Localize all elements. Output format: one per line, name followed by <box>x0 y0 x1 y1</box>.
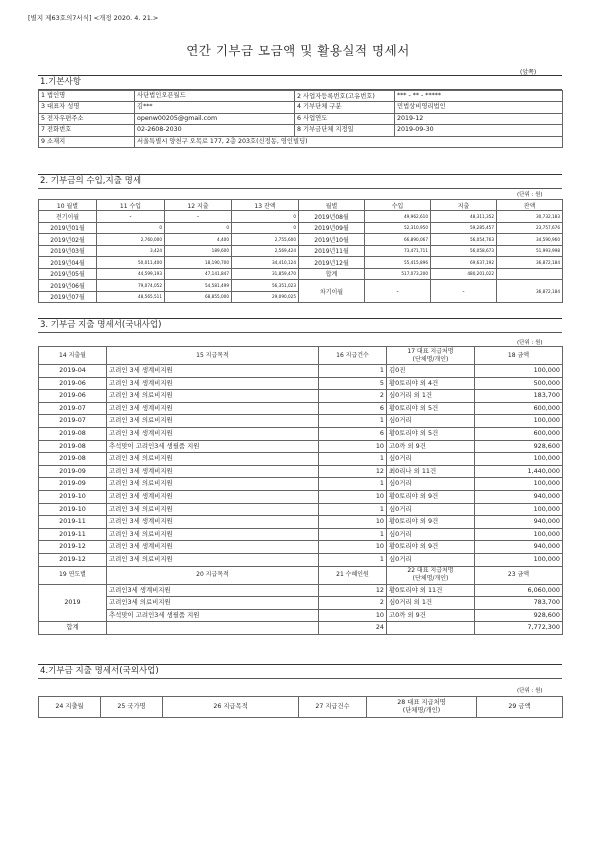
expense-amount: 100,000 <box>475 528 563 541</box>
column-header: 12 지출 <box>165 200 232 211</box>
expense-recipient: 황0토리야 외 9건 <box>387 490 475 503</box>
month-cell: 2019년08월 <box>299 211 365 223</box>
carry-income: - <box>365 280 431 303</box>
summary-row <box>39 597 563 610</box>
summary-year: 2019 <box>39 584 107 622</box>
expense-cell: 189,600 <box>165 245 232 257</box>
expense-purpose: 고려인 3세 생계비지원 <box>107 365 319 378</box>
summary-recipient: 황0토리야 외 11건 <box>387 584 475 597</box>
form-number: [별지 제63호의7서식] <개정 2020. 4. 21.> <box>28 14 159 22</box>
basic-info-row <box>39 102 563 113</box>
column-header: 14 지출월 <box>39 347 107 365</box>
basic-info-row <box>39 91 563 102</box>
expense-amount: 100,000 <box>475 553 563 566</box>
field-label: 3 대표자 성명 <box>39 102 135 113</box>
expense-recipient: 심0거리 <box>387 453 475 466</box>
expense-purpose: 고려인 3세 의료비지원 <box>107 503 319 516</box>
expense-month: 2019-08 <box>39 427 107 440</box>
total-count: 24 <box>319 622 387 635</box>
basic-info-row <box>39 113 563 124</box>
column-header: 15 지급목적 <box>107 347 319 365</box>
field-value: 2019-09-30 <box>395 125 563 136</box>
expense-recipient: 황0토리야 외 5건 <box>387 427 475 440</box>
expense-recipient: 김0진 <box>387 365 475 378</box>
column-header: 27 지급건수 <box>299 697 367 718</box>
expense-recipient: 심0거리 <box>387 528 475 541</box>
month-cell: 2019년07월 <box>39 291 97 303</box>
expense-month: 2019-12 <box>39 541 107 554</box>
domestic-expense-row <box>39 402 563 415</box>
expense-recipient: 황0토리야 외 9건 <box>387 516 475 529</box>
expense-purpose: 고려인 3세 의료비지원 <box>107 478 319 491</box>
overseas-expense-header <box>39 697 563 718</box>
income-cell: 48,565,511 <box>97 291 165 303</box>
expense-month: 2019-04 <box>39 365 107 378</box>
section4-heading: 4.기부금 지출 명세서(국외사업) <box>38 664 562 679</box>
balance-cell: 2,755,600 <box>232 234 299 246</box>
summary-purpose: 고려인3세 생계비지원 <box>107 584 319 597</box>
month-cell: 2019년09월 <box>299 222 365 234</box>
income-cell: 73,471,711 <box>365 245 431 257</box>
expense-month: 2019-06 <box>39 377 107 390</box>
summary-row <box>39 584 563 597</box>
income-expense-row <box>39 234 563 246</box>
balance-cell: 56,351,023 <box>232 280 299 292</box>
carry-label: 차기이월 <box>299 280 365 303</box>
field-value: 민법상비영리법인 <box>395 102 563 113</box>
expense-purpose: 고려인 3세 의료비지원 <box>107 390 319 403</box>
carry-balance: 36,872,184 <box>497 280 563 303</box>
section3-heading: 3. 기부금 지출 명세서(국내사업) <box>38 318 562 333</box>
expense-recipient: 심0거리 <box>387 478 475 491</box>
income-cell: 55,415,896 <box>365 257 431 269</box>
month-cell: 2019년05월 <box>39 268 97 280</box>
column-header: 16 지급건수 <box>319 347 387 365</box>
balance-cell: 36,872,184 <box>497 257 563 269</box>
summary-total-row <box>39 622 563 635</box>
balance-cell: 31,859,470 <box>232 268 299 280</box>
expense-recipient: 심0거리 <box>387 503 475 516</box>
section1-heading: 1.기본사항 <box>38 75 562 90</box>
expense-month: 2019-06 <box>39 390 107 403</box>
expense-count: 1 <box>319 365 387 378</box>
income-expense-header <box>39 200 563 211</box>
section2-unit: (단위 : 원) <box>517 192 543 198</box>
column-header: 25 국가명 <box>101 697 163 718</box>
expense-recipient: 심0거리 <box>387 415 475 428</box>
expense-recipient: 심0거리 <box>387 553 475 566</box>
summary-recipient: 심0거리 외 1건 <box>387 597 475 610</box>
section-overseas-expense <box>38 664 562 679</box>
expense-purpose: 고려인 3세 생계비지원 <box>107 377 319 390</box>
expense-cell: 59,285,457 <box>431 222 497 234</box>
expense-purpose: 추석맞이 고려인3세 생필품 지원 <box>107 440 319 453</box>
field-label: 7 전화번호 <box>39 125 135 136</box>
summary-purpose: 고려인3세 의료비지원 <box>107 597 319 610</box>
expense-month: 2019-07 <box>39 415 107 428</box>
expense-count: 1 <box>319 503 387 516</box>
column-header: 29 금액 <box>477 697 563 718</box>
expense-purpose: 고려인 3세 생계비지원 <box>107 465 319 478</box>
section3-unit: (단위 : 원) <box>517 340 543 346</box>
month-cell: 2019년10월 <box>299 234 365 246</box>
summary-amount: 928,600 <box>475 609 563 622</box>
balance-cell: 29,090,025 <box>232 291 299 303</box>
expense-cell: 18,190,700 <box>165 257 232 269</box>
month-cell: 2019년11월 <box>299 245 365 257</box>
expense-amount: 100,000 <box>475 415 563 428</box>
total-label: 합계 <box>39 622 107 635</box>
income-cell: 0 <box>97 222 165 234</box>
expense-count: 10 <box>319 490 387 503</box>
column-header: 22 대표 지급처명 (단체명/개인) <box>387 566 475 584</box>
month-cell: 2019년01월 <box>39 222 97 234</box>
expense-amount: 928,600 <box>475 440 563 453</box>
basic-info-table <box>38 90 563 148</box>
income-cell: 50,011,400 <box>97 257 165 269</box>
summary-recipient: 고0까 외 9건 <box>387 609 475 622</box>
blank-cell <box>107 622 319 635</box>
expense-count: 1 <box>319 553 387 566</box>
column-header: 17 대표 지급처명 (단체명/개인) <box>387 347 475 365</box>
balance-cell: 34,590,960 <box>497 234 563 246</box>
field-label: 6 사업연도 <box>295 113 395 124</box>
column-header: 20 지급목적 <box>107 566 319 584</box>
income-expense-table <box>38 199 563 303</box>
column-header: 잔액 <box>497 200 563 211</box>
income-expense-row <box>39 257 563 269</box>
expense-month: 2019-11 <box>39 516 107 529</box>
expense-month: 2019-10 <box>39 503 107 516</box>
overseas-expense-table <box>38 696 563 718</box>
domestic-expense-row <box>39 528 563 541</box>
expense-month: 2019-07 <box>39 402 107 415</box>
expense-month: 2019-08 <box>39 440 107 453</box>
expense-month: 2019-08 <box>39 453 107 466</box>
income-cell: 52,310,950 <box>365 222 431 234</box>
income-expense-row <box>39 211 563 223</box>
balance-cell: 0 <box>232 222 299 234</box>
domestic-expense-row <box>39 440 563 453</box>
expense-purpose: 고려인 3세 생계비지원 <box>107 490 319 503</box>
month-cell: 전기이월 <box>39 211 97 223</box>
summary-count: 12 <box>319 584 387 597</box>
document-title: 연간 기부금 모금액 및 활용실적 명세서 <box>186 43 410 58</box>
income-cell: 79,074,052 <box>97 280 165 292</box>
expense-cell: 56,058,673 <box>431 245 497 257</box>
domestic-expense-row <box>39 553 563 566</box>
column-header: 월별 <box>299 200 365 211</box>
field-value: openw00205@gmail.com <box>135 113 295 124</box>
summary-purpose: 추석맞이 고려인3세 생필품 지원 <box>107 609 319 622</box>
column-header: 수입 <box>365 200 431 211</box>
column-header: 24 지출월 <box>39 697 101 718</box>
balance-cell: 30,732,183 <box>497 211 563 223</box>
expense-month: 2019-10 <box>39 490 107 503</box>
domestic-expense-row <box>39 478 563 491</box>
summary-count: 2 <box>319 597 387 610</box>
expense-count: 1 <box>319 528 387 541</box>
expense-count: 1 <box>319 453 387 466</box>
month-cell: 2019년06월 <box>39 280 97 292</box>
field-value: 02-2608-2030 <box>135 125 295 136</box>
income-expense-row <box>39 268 563 280</box>
column-header: 18 금액 <box>475 347 563 365</box>
expense-purpose: 고려인 3세 생계비지원 <box>107 402 319 415</box>
domestic-expense-header <box>39 347 563 365</box>
income-expense-row <box>39 222 563 234</box>
expense-count: 6 <box>319 402 387 415</box>
summary-amount: 6,060,000 <box>475 584 563 597</box>
expense-month: 2019-09 <box>39 478 107 491</box>
summary-count: 10 <box>319 609 387 622</box>
expense-purpose: 고려인 3세 의료비지원 <box>107 528 319 541</box>
expense-amount: 600,000 <box>475 427 563 440</box>
balance-cell: 2,569,424 <box>232 245 299 257</box>
income-cell: - <box>97 211 165 223</box>
field-value: *** - ** - ***** <box>395 91 563 102</box>
column-header: 10 월별 <box>39 200 97 211</box>
month-cell: 2019년12월 <box>299 257 365 269</box>
expense-cell: 4,400 <box>165 234 232 246</box>
column-header: 11 수입 <box>97 200 165 211</box>
address-value: 서울특별시 양천구 오목로 177, 2층 203호(신정동, 영인빌딩) <box>135 136 563 147</box>
address-row <box>39 136 563 147</box>
section-income-expense <box>38 174 562 189</box>
total-amount: 7,772,300 <box>475 622 563 635</box>
carry-expense: - <box>431 280 497 303</box>
expense-count: 1 <box>319 478 387 491</box>
expense-amount: 500,000 <box>475 377 563 390</box>
page-side-note: (앞쪽) <box>520 69 537 76</box>
domestic-expense-row <box>39 465 563 478</box>
domestic-expense-row <box>39 516 563 529</box>
expense-cell: 0 <box>165 222 232 234</box>
expense-purpose: 고려인 3세 생계비지원 <box>107 516 319 529</box>
column-header: 지출 <box>431 200 497 211</box>
section-basic-info <box>38 75 562 148</box>
expense-cell: 47,141,847 <box>165 268 232 280</box>
expense-recipient: 황0토리야 외 4건 <box>387 377 475 390</box>
field-label: 1 법인명 <box>39 91 135 102</box>
expense-month: 2019-09 <box>39 465 107 478</box>
summary-amount: 783,700 <box>475 597 563 610</box>
expense-cell: 48,311,352 <box>431 211 497 223</box>
domestic-expense-row <box>39 390 563 403</box>
total-expense: 480,201,022 <box>431 268 497 280</box>
expense-amount: 100,000 <box>475 503 563 516</box>
column-header: 28 대표 지급처명 (단체명/개인) <box>367 697 477 718</box>
income-cell: 49,962,610 <box>365 211 431 223</box>
section4-unit: (단위 : 원) <box>517 688 543 694</box>
balance-cell: 51,993,998 <box>497 245 563 257</box>
month-cell: 2019년04월 <box>39 257 97 269</box>
expense-purpose: 고려인 3세 의료비지원 <box>107 415 319 428</box>
income-cell: 44,599,193 <box>97 268 165 280</box>
domestic-expense-table <box>38 346 563 635</box>
field-label: 8 기부금단체 지정일 <box>295 125 395 136</box>
expense-amount: 940,000 <box>475 516 563 529</box>
expense-cell: 69,637,192 <box>431 257 497 269</box>
expense-count: 2 <box>319 390 387 403</box>
field-value: 2019-12 <box>395 113 563 124</box>
income-cell: 2,760,000 <box>97 234 165 246</box>
column-header: 19 연도별 <box>39 566 107 584</box>
expense-cell: - <box>165 211 232 223</box>
domestic-expense-row <box>39 415 563 428</box>
column-header: 23 금액 <box>475 566 563 584</box>
expense-recipient: 황0토리야 외 9건 <box>387 541 475 554</box>
income-cell: 66,890,067 <box>365 234 431 246</box>
expense-cell: 68,855,000 <box>165 291 232 303</box>
expense-amount: 183,700 <box>475 390 563 403</box>
basic-info-row <box>39 125 563 136</box>
expense-amount: 1,440,000 <box>475 465 563 478</box>
expense-recipient: 심0거리 외 1건 <box>387 390 475 403</box>
income-cell: 3,424 <box>97 245 165 257</box>
blank-cell <box>387 622 475 635</box>
domestic-expense-row <box>39 427 563 440</box>
field-value: 김*** <box>135 102 295 113</box>
domestic-expense-row <box>39 490 563 503</box>
expense-recipient: 황0토리야 외 5건 <box>387 402 475 415</box>
total-label: 합계 <box>299 268 365 280</box>
expense-amount: 940,000 <box>475 541 563 554</box>
expense-count: 10 <box>319 541 387 554</box>
balance-cell: 0 <box>232 211 299 223</box>
column-header: 21 수혜인원 <box>319 566 387 584</box>
total-balance <box>497 268 563 280</box>
expense-month: 2019-11 <box>39 528 107 541</box>
balance-cell: 23,757,676 <box>497 222 563 234</box>
expense-cell: 54,581,499 <box>165 280 232 292</box>
expense-amount: 100,000 <box>475 365 563 378</box>
expense-count: 6 <box>319 427 387 440</box>
expense-purpose: 고려인 3세 생계비지원 <box>107 427 319 440</box>
expense-count: 5 <box>319 377 387 390</box>
domestic-expense-row <box>39 377 563 390</box>
domestic-expense-row <box>39 503 563 516</box>
field-value: 사단법인오픈월드 <box>135 91 295 102</box>
month-cell: 2019년03월 <box>39 245 97 257</box>
balance-cell: 34,410,124 <box>232 257 299 269</box>
expense-purpose: 고려인 3세 의료비지원 <box>107 553 319 566</box>
field-label: 9 소재지 <box>39 136 135 147</box>
expense-amount: 940,000 <box>475 490 563 503</box>
domestic-expense-row <box>39 453 563 466</box>
expense-count: 12 <box>319 465 387 478</box>
income-expense-row <box>39 245 563 257</box>
total-income: 517,073,200 <box>365 268 431 280</box>
expense-recipient: 고0까 외 9건 <box>387 440 475 453</box>
expense-amount: 600,000 <box>475 402 563 415</box>
column-header: 26 지급목적 <box>163 697 299 718</box>
summary-row <box>39 609 563 622</box>
expense-amount: 100,000 <box>475 478 563 491</box>
domestic-expense-row <box>39 365 563 378</box>
expense-count: 10 <box>319 440 387 453</box>
expense-purpose: 고려인 3세 의료비지원 <box>107 453 319 466</box>
income-expense-row <box>39 280 563 292</box>
expense-count: 10 <box>319 516 387 529</box>
expense-purpose: 고려인 3세 생계비지원 <box>107 541 319 554</box>
expense-recipient: 최0리나 외 11건 <box>387 465 475 478</box>
field-label: 5 전자우편주소 <box>39 113 135 124</box>
summary-header <box>39 566 563 584</box>
month-cell: 2019년02월 <box>39 234 97 246</box>
column-header: 13 잔액 <box>232 200 299 211</box>
expense-amount: 100,000 <box>475 453 563 466</box>
expense-count: 1 <box>319 415 387 428</box>
expense-cell: 56,054,763 <box>431 234 497 246</box>
domestic-expense-row <box>39 541 563 554</box>
expense-month: 2019-12 <box>39 553 107 566</box>
section-domestic-expense <box>38 318 562 333</box>
section2-heading: 2. 기부금의 수입,지출 명세 <box>38 174 562 189</box>
field-label: 2 사업자등록번호(고유번호) <box>295 91 395 102</box>
field-label: 4 기부단체 구분 <box>295 102 395 113</box>
